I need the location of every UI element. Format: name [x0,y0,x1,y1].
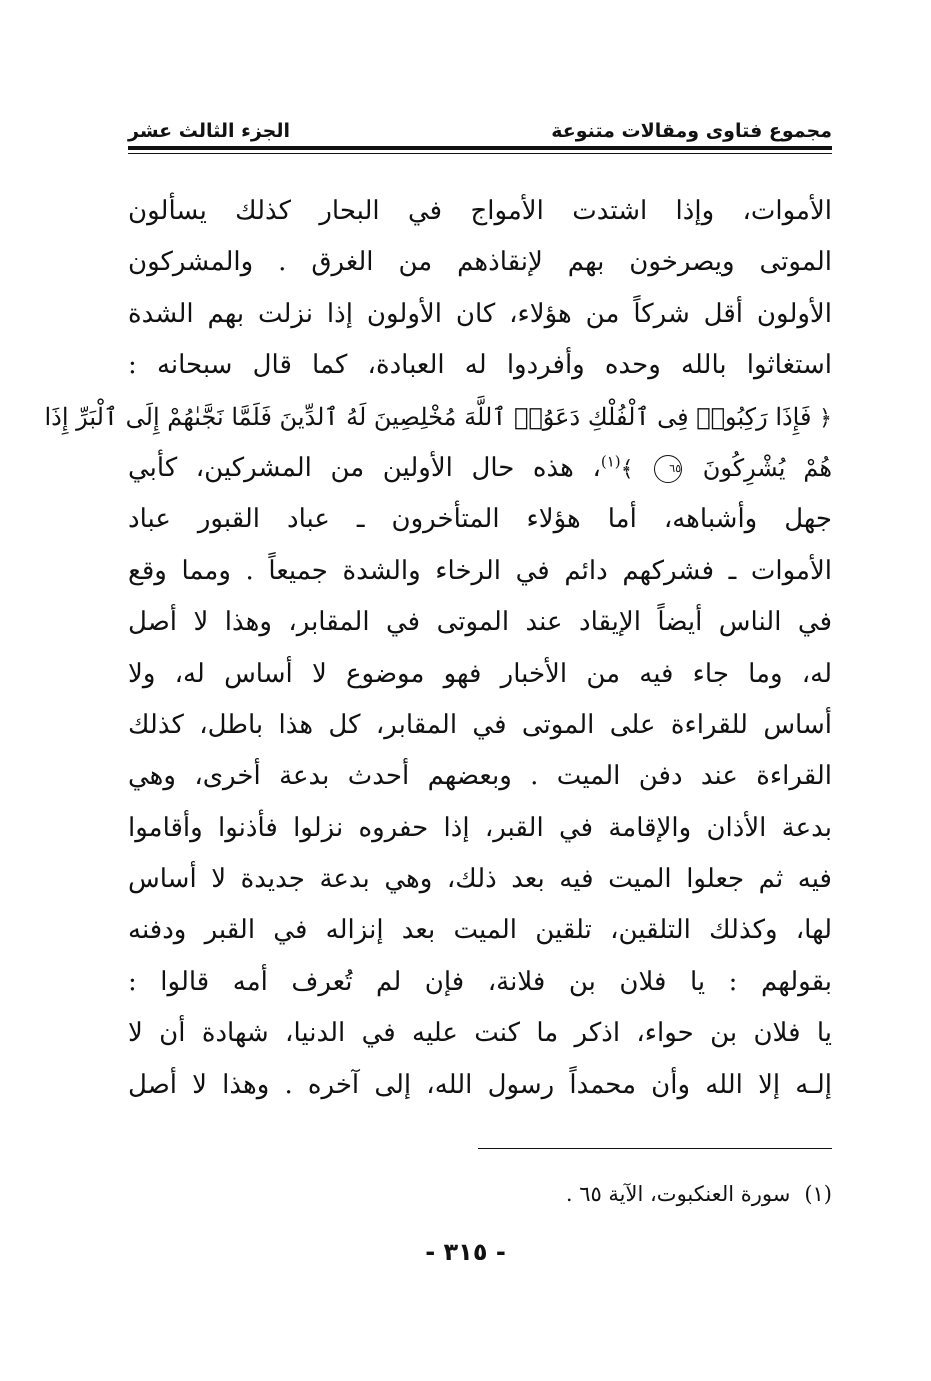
text-line: فيه ثم جعلوا الميت فيه بعد ذلك، وهي بدعة جديدة لا أساس [128,864,832,895]
verse-open-bracket: ﴿ [819,405,832,431]
quran-verse-end-line [128,443,832,494]
main-text [44,186,833,1111]
footnote [400,1182,832,1206]
header-rule-thin [128,153,832,154]
footnote-text: سورة العنكبوت، الآية ٦٥ . [565,1182,791,1206]
header-rule-thick [128,146,832,150]
book-title: مجموع فتاوى ومقالات متنوعة [551,120,832,142]
text-line: في الناس أيضاً الإيقاد عند الموتى في المقابر، وهذا لا أصل [128,607,832,638]
running-header [128,110,832,142]
text-line: الأموات ـ فشركهم دائم في الرخاء والشدة جميعاً . ومما وقع [128,555,832,586]
text-line: بدعة الأذان والإقامة في القبر، إذا حفروه نزلوا فأذنوا وأقاموا [128,812,832,843]
text-line: يا فلان بن حواء، اذكر ما كنت عليه في الدنيا، شهادة أن لا [128,1018,832,1049]
text-line: القراءة عند دفن الميت . وبعضهم أحدث بدعة أخرى، وهي [128,761,832,792]
text-line: الأموات، وإذا اشتدت الأمواج في البحار كذلك يسألون [128,196,832,226]
text-line: جهل وأشباهه، أما هؤلاء المتأخرون ـ عباد القبور عباد [128,504,832,535]
verse-text-end: هُمْ يُشْرِكُونَ [702,453,833,482]
text-line: الموتى ويصرخون بهم لإنقاذهم من الغرق . والمشركون [128,247,832,278]
ayah-number-marker: ٦٥ [654,455,682,483]
quran-verse-line [44,392,832,443]
text-line: لها، وكذلك التلقين، تلقين الميت بعد إنزاله في القبر ودفنه [128,915,832,946]
text-after-verse: ، هذه حال الأولين من المشركين، كأبي [128,452,601,483]
footnote-reference: (١) [600,452,621,471]
text-line: أساس للقراءة على الموتى في المقابر، كل هذا باطل، كذلك [128,709,832,740]
text-line: استغاثوا بالله وحده وأفردوا له العبادة، كما قال سبحانه : [128,350,833,381]
text-line: بقولهم : يا فلان بن فلانة، فإن لم تُعرف أمه قالوا : [128,966,832,997]
verse-close-bracket: ﴾ [620,456,634,482]
text-line: له، وما جاء فيه من الأخبار فهو موضوع لا أساس له، ولا [128,658,832,689]
page-number: - ٣١٥ - [425,1238,506,1266]
footnote-number: (١) [804,1182,832,1206]
footnote-separator [478,1148,832,1149]
verse-text: فَإِذَا رَكِبُوا۟ فِى ٱلْفُلْكِ دَعَوُا۟ ٱللَّهَ مُخْلِصِينَ لَهُ ٱلدِّينَ فَلَمَّا نَجَّىٰهُمْ إِلَى ٱلْبَرِّ إِذَا [44,402,812,431]
volume-label: الجزء الثالث عشر [128,120,291,142]
text-line: إلـه إلا الله وأن محمداً رسول الله، إلى آخره . وهذا لا أصل [128,1069,832,1100]
text-line: الأولون أقل شركاً من هؤلاء، كان الأولون إذا نزلت بهم الشدة [128,298,832,329]
